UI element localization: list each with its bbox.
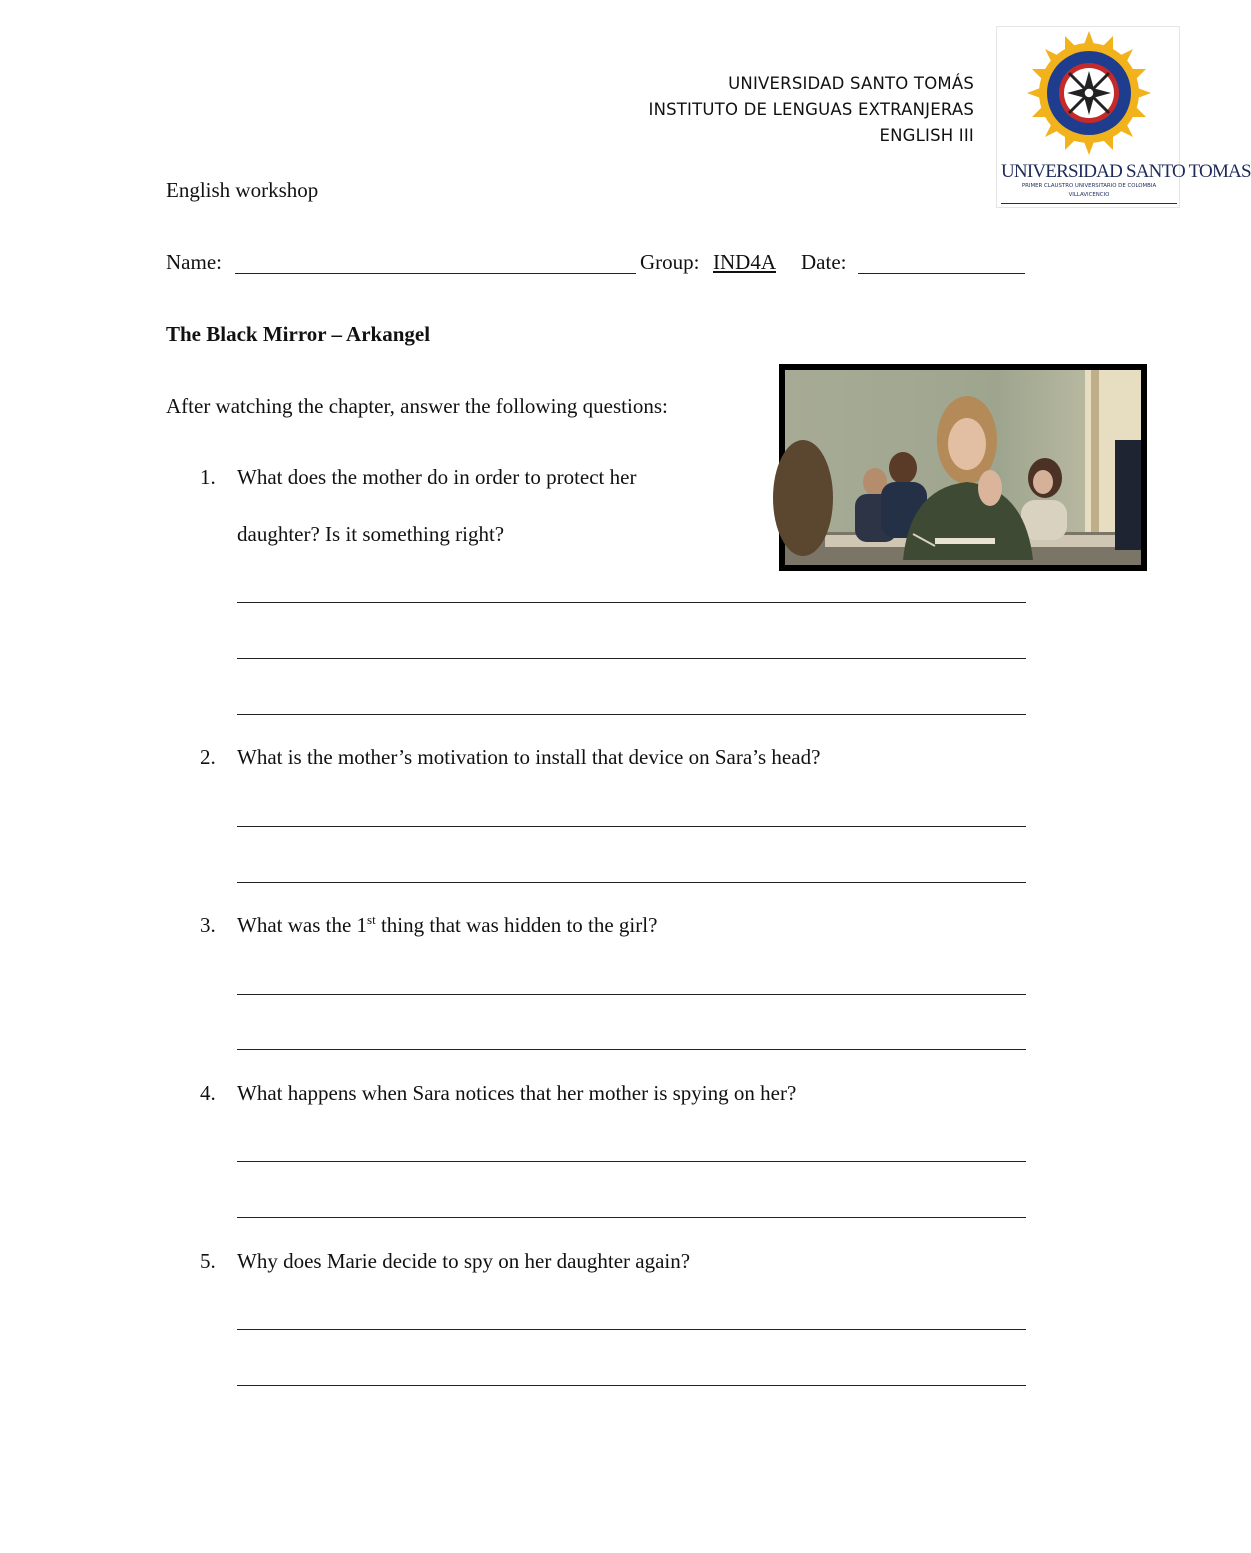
name-label: Name:: [166, 250, 222, 274]
answer-1-line-2[interactable]: [237, 658, 1026, 659]
question-1-number: 1.: [200, 465, 216, 489]
date-field[interactable]: [858, 273, 1025, 274]
question-1-text-line-b: daughter? Is it something right?: [237, 522, 505, 546]
date-label: Date:: [801, 250, 847, 274]
answer-1-line-1[interactable]: [237, 602, 1026, 603]
logo-text-sub: PRIMER CLAUSTRO UNIVERSITARIO DE COLOMBIA: [1021, 183, 1157, 189]
course-name: ENGLISH III: [879, 126, 974, 145]
episode-still-image: [779, 364, 1147, 571]
question-3-number: 3.: [200, 913, 216, 937]
question-5-number: 5.: [200, 1249, 216, 1273]
answer-5-line-1[interactable]: [237, 1329, 1026, 1330]
answer-4-line-1[interactable]: [237, 1161, 1026, 1162]
question-2-text: What is the mother’s motivation to install that device on Sara’s head?: [237, 745, 821, 769]
answer-5-line-2[interactable]: [237, 1385, 1026, 1386]
logo-text-city: VILLAVICENCIO: [1068, 192, 1110, 198]
classroom-scene-picture: [785, 370, 1141, 565]
answer-2-line-1[interactable]: [237, 826, 1026, 827]
answer-3-line-1[interactable]: [237, 994, 1026, 995]
university-name: UNIVERSIDAD SANTO TOMÁS: [728, 74, 974, 93]
logo-text-main: UNIVERSIDAD SANTO TOMAS: [1001, 161, 1251, 182]
question-3-text: [237, 913, 657, 938]
group-label: Group:: [640, 250, 700, 274]
name-field[interactable]: [235, 273, 636, 274]
workshop-title: English workshop: [166, 178, 319, 202]
answer-1-line-3[interactable]: [237, 714, 1026, 715]
question-3-ordinal: st: [367, 912, 376, 927]
question-4-number: 4.: [200, 1081, 216, 1105]
institute-name: INSTITUTO DE LENGUAS EXTRANJERAS: [648, 100, 974, 119]
answer-2-line-2[interactable]: [237, 882, 1026, 883]
question-2-number: 2.: [200, 745, 216, 769]
instructions: After watching the chapter, answer the following questions:: [166, 394, 668, 418]
question-1-text-line-a: What does the mother do in order to protect her: [237, 465, 637, 489]
university-logo: [996, 26, 1251, 208]
question-5-text: Why does Marie decide to spy on her daughter again?: [237, 1249, 691, 1273]
question-3-text-pre: What was the 1: [237, 913, 368, 937]
group-value: IND4A: [713, 250, 776, 274]
question-4-text: What happens when Sara notices that her mother is spying on her?: [237, 1081, 797, 1105]
answer-3-line-2[interactable]: [237, 1049, 1026, 1050]
answer-4-line-2[interactable]: [237, 1217, 1026, 1218]
section-title: The Black Mirror – Arkangel: [166, 322, 431, 346]
question-3-text-post: thing that was hidden to the girl?: [375, 913, 658, 937]
logo-rule: [1001, 203, 1177, 204]
